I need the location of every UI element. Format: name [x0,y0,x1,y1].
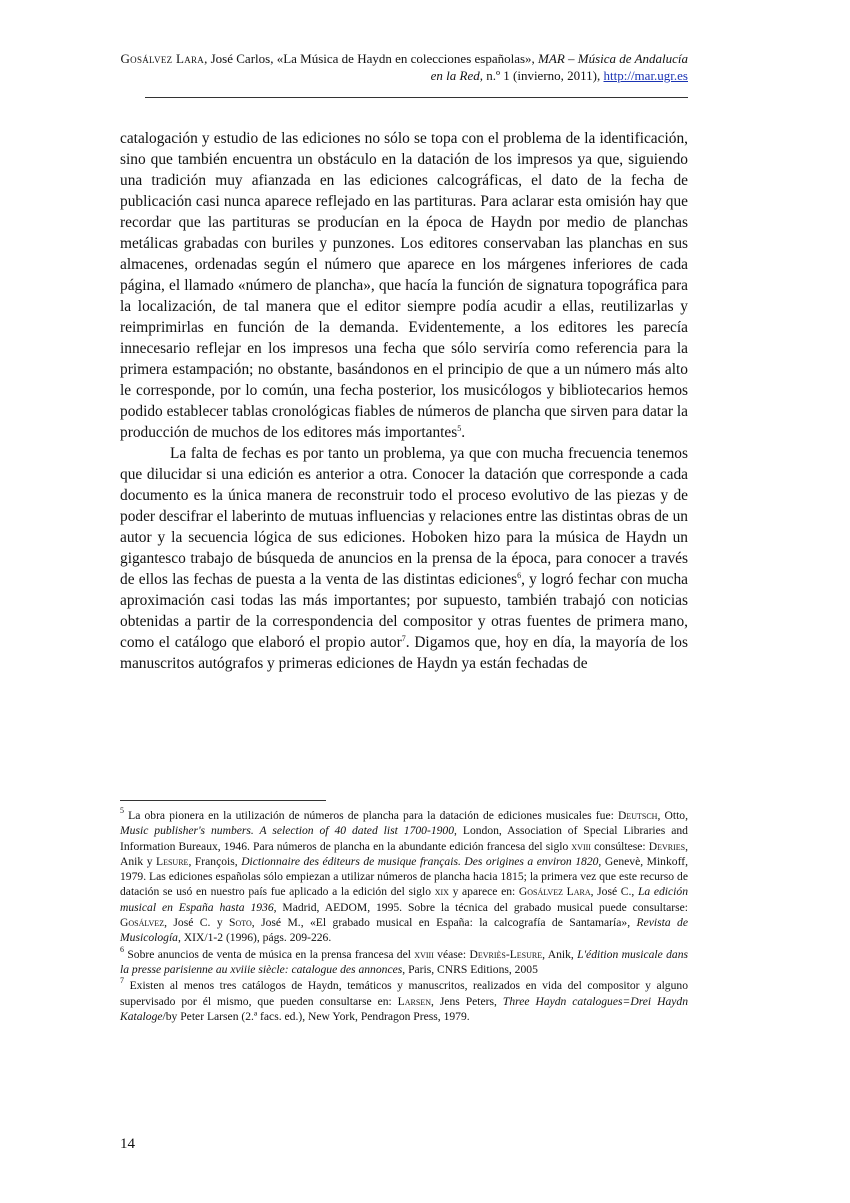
footnote-text: , José C. y [164,916,230,930]
paragraph-2-text-c: . Digamos que, hoy en día, la mayoría de los manuscritos autógrafos y primeras ediciones de Haydn ya están fechadas de [120,634,688,672]
author-name: Deutsch [617,809,658,822]
footnote-text: , Jens Peters, [430,994,503,1008]
footnote-6-number: 6 [120,944,124,954]
paragraph-2 [120,443,688,674]
footnote-ref-5[interactable]: 5 [457,424,462,433]
footnotes [120,808,688,1025]
paragraph-2-text-b: , y logró fechar con mucha aproximación casi todas las más importantes; por supuesto, también trabajó con noticias obtenidas a partir de la correspondencia del compositor y otras fuentes de primera mano, como el catálogo que elaboró el propio autor [120,571,688,651]
book-title: Three Haydn catalogues=Drei Haydn Kataloge [120,994,688,1023]
header-author-title: , José Carlos, «La Música de Haydn en colecciones españolas», [204,51,539,66]
footnote-text: , José C., [590,885,638,899]
paragraph-2-text-a: La falta de fechas es por tanto un problema, ya que con mucha frecuencia tenemos que dilucidar si una edición es anterior a otra. Conocer la datación que corresponde a cada documento es la única manera de reconstruir todo el proceso evolutivo de las piezas y de poder descifrar el laberinto de mutuas influencias y relaciones entre las distintas obras de un autor y la secuencia lógica de sus ediciones. Hoboken hizo para la música de Haydn un gigantesco trabajo de búsqueda de anuncios en la prensa de la época, para conocer a través de ellos las fechas de puesta a la venta de las distintas ediciones [120,445,688,588]
journal-title: Revista de Musicología [120,916,688,945]
book-title: L'édition musicale dans la presse parisienne au xviiie siècle: catalogue des annonces [120,947,689,976]
header-url-link[interactable]: http://mar.ugr.es [603,68,688,83]
author-name: Soto [229,916,252,930]
footnote-text: , Anik y [120,839,689,868]
footnote-text: , Otto, [657,809,688,822]
footnote-text: Sobre anuncios de venta de música en la prensa francesa del [124,947,415,961]
century-numeral: xviii [414,947,434,961]
footnote-5 [120,808,688,946]
footnote-text: , José M., «El grabado musical en España: la calcografía de Santamaría», [251,916,637,930]
author-name: Gosálvez [120,916,165,930]
main-text [120,128,688,674]
footnote-7-number: 7 [120,976,124,986]
book-title: Dictionnaire des éditeurs de musique français. Des origines a environ 1820 [241,854,599,868]
paragraph-1 [120,128,688,443]
book-title: Music publisher's numbers. A selection of 40 dated list 1700-1900 [120,824,455,838]
footnote-ref-7[interactable]: 7 [401,634,406,643]
footnote-6 [120,944,689,978]
century-numeral: xix [434,885,449,899]
author-name: Gosálvez Lara [518,885,591,899]
footnote-7 [120,978,688,1024]
paragraph-1-end: . [461,424,466,441]
author-name: Devriès-Lesure [469,947,543,961]
footnote-text: La obra pionera en la utilización de números de plancha para la datación de ediciones musicales fue: [124,809,618,822]
header-issue: n.º 1 (invierno, 2011), [482,68,604,83]
paragraph-1-text: catalogación y estudio de las ediciones no sólo se topa con el problema de la identificación, sino que también encuentra un obstáculo en la datación de los impresos ya que, siguiendo una tradición muy afianzada en las ediciones calcográficas, el dato de la fecha de publicación casi nunca aparece reflejado en las partituras. Para aclarar esta omisión hay que recordar que las partituras se producían en la época de Haydn por medio de planchas metálicas grabadas con buriles y punzones. Los editores conservaban las planchas en sus almacenes, ordenadas según el número que aparece en los márgenes inferiores de cada página, el llamado «número de plancha», que hacía la función de signatura topográfica para la localización, de tal manera que el editor siempre podía acudir a ellas, reutilizarlas y reimprimirlas en función de la demanda. Evidentemente, a los editores les parecía innecesario reflejar en los impresos una fecha que sólo serviría como referencia para la primera estampación; no obstante, basándonos en el principio de que a un número más alto le corresponde, por lo común, una fecha posterior, los musicólogos y bibliotecarios hemos podido establecer tablas cronológicas fiables de números de plancha que sirven para datar la producción de muchos de los editores más importantes [120,130,688,441]
footnote-text: , London, Association of Special Libraries and Information Bureaux, 1946. Para números de plancha en la abundante edición francesa del siglo [120,824,688,853]
footnote-text: , Anik, [542,947,578,961]
century-numeral: xviii [571,839,591,853]
footnote-text: , Genevè, Minkoff, 1979. Las ediciones españolas sólo empiezan a utilizar números de plancha hacia 1815; la primera vez que este recurso de datación se usó en nuestro país fue aplicado a la edición del siglo [120,854,688,899]
footnote-divider [120,800,326,801]
footnote-ref-6[interactable]: 6 [517,571,522,580]
footnote-text: /by Peter Larsen (2.ª facs. ed.), New York, Pendragon Press, 1979. [162,1009,470,1023]
header-author-surname: Gosálvez Lara [120,51,205,66]
footnote-5-number: 5 [120,806,124,815]
footnote-text: , XIX/1-2 (1996), págs. 209-226. [177,931,332,945]
page-number: 14 [120,1136,135,1152]
footnote-text: consúltese: [590,839,649,853]
footnote-text: Existen al menos tres catálogos de Haydn, temáticos y manuscritos, realizados en vida del compositor y alguno supervisado por él mismo, que pueden consultarse en: [120,979,688,1008]
author-name: Larsen [397,994,431,1008]
author-name: Devries [648,839,686,853]
footnote-text: , Madrid, AEDOM, 1995. Sobre la técnica del grabado musical puede consultarse: [273,900,688,914]
footnote-text: véase: [433,947,470,961]
running-header [120,50,688,84]
footnote-text: y aparece en: [448,885,519,899]
book-title: La edición musical en España hasta 1936 [120,885,688,914]
header-divider [145,97,688,98]
header-journal: MAR – Música de Andalucía en la Red, [430,51,688,83]
author-name: Lesure [156,854,189,868]
footnote-text: , François, [188,854,242,868]
footnote-text: , Paris, CNRS Editions, 2005 [402,962,538,976]
